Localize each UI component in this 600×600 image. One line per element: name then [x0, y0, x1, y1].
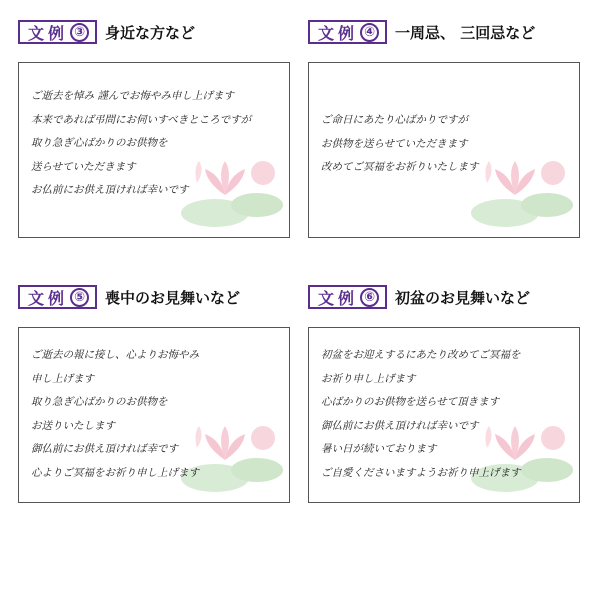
message-line: 心よりご冥福をお祈り申し上げます — [31, 466, 199, 479]
example-number: ⑥ — [360, 288, 379, 307]
example-header — [308, 283, 530, 311]
example-label-text: 文例 — [318, 23, 359, 43]
example-number: ③ — [70, 23, 89, 42]
example-title: 一周忌、 三回忌など — [395, 23, 536, 42]
message-lines — [321, 344, 571, 485]
message-lines — [321, 109, 571, 180]
example-label — [18, 20, 97, 44]
example-header — [308, 18, 535, 46]
example-number: ④ — [360, 23, 379, 42]
example-label-text: 文例 — [28, 23, 69, 43]
message-line: 御仏前にお供え頂ければ幸です — [31, 443, 178, 455]
message-line: ご逝去を悼み 謹んでお悔やみ申し上げます — [31, 90, 234, 102]
message-line: 改めてご冥福をお祈りいたします — [321, 161, 479, 173]
message-line: 御仏前にお供え頂ければ幸いです — [321, 419, 479, 432]
example-label-text: 文例 — [28, 288, 69, 308]
example-label — [308, 285, 387, 309]
example-label — [18, 285, 97, 309]
message-line: 申し上げます — [31, 372, 94, 385]
message-line: 本来であれば弔問にお伺いすべきところですが — [31, 113, 252, 126]
message-card — [18, 62, 290, 238]
message-line: お送りいたします — [31, 419, 115, 432]
message-line: ご逝去の報に接し、心よりお悔やみ — [31, 349, 199, 361]
example-number: ⑤ — [70, 288, 89, 307]
message-card — [18, 327, 290, 503]
message-line: 初盆をお迎えするにあたり改めてご冥福を — [321, 349, 521, 361]
example-title: 喪中のお見舞いなど — [105, 288, 241, 307]
message-line: 心ばかりのお供物を送らせて頂きます — [321, 396, 500, 408]
message-lines — [31, 85, 281, 203]
example-label — [308, 20, 387, 44]
message-line: 暑い日が続いております — [321, 443, 437, 455]
message-line: ご自愛くださいますようお祈り申上げます — [321, 466, 521, 479]
message-line: 取り急ぎ心ばかりのお供物を — [31, 137, 168, 149]
message-line: お供物を送らせていただきます — [321, 137, 468, 150]
message-card — [308, 327, 580, 503]
example-header — [18, 18, 195, 46]
message-line: お祈り申し上げます — [321, 372, 416, 385]
message-line: ご命日にあたり心ばかりですが — [321, 114, 468, 126]
message-line: 送らせていただきます — [31, 160, 136, 173]
example-title: 初盆のお見舞いなど — [395, 288, 531, 307]
message-lines — [31, 344, 281, 485]
message-line: 取り急ぎ心ばかりのお供物を — [31, 396, 168, 408]
message-card — [308, 62, 580, 238]
example-label-text: 文例 — [318, 288, 359, 308]
example-header — [18, 283, 240, 311]
example-title: 身近な方など — [105, 23, 196, 42]
message-line: お仏前にお供え頂ければ幸いです — [31, 184, 189, 196]
